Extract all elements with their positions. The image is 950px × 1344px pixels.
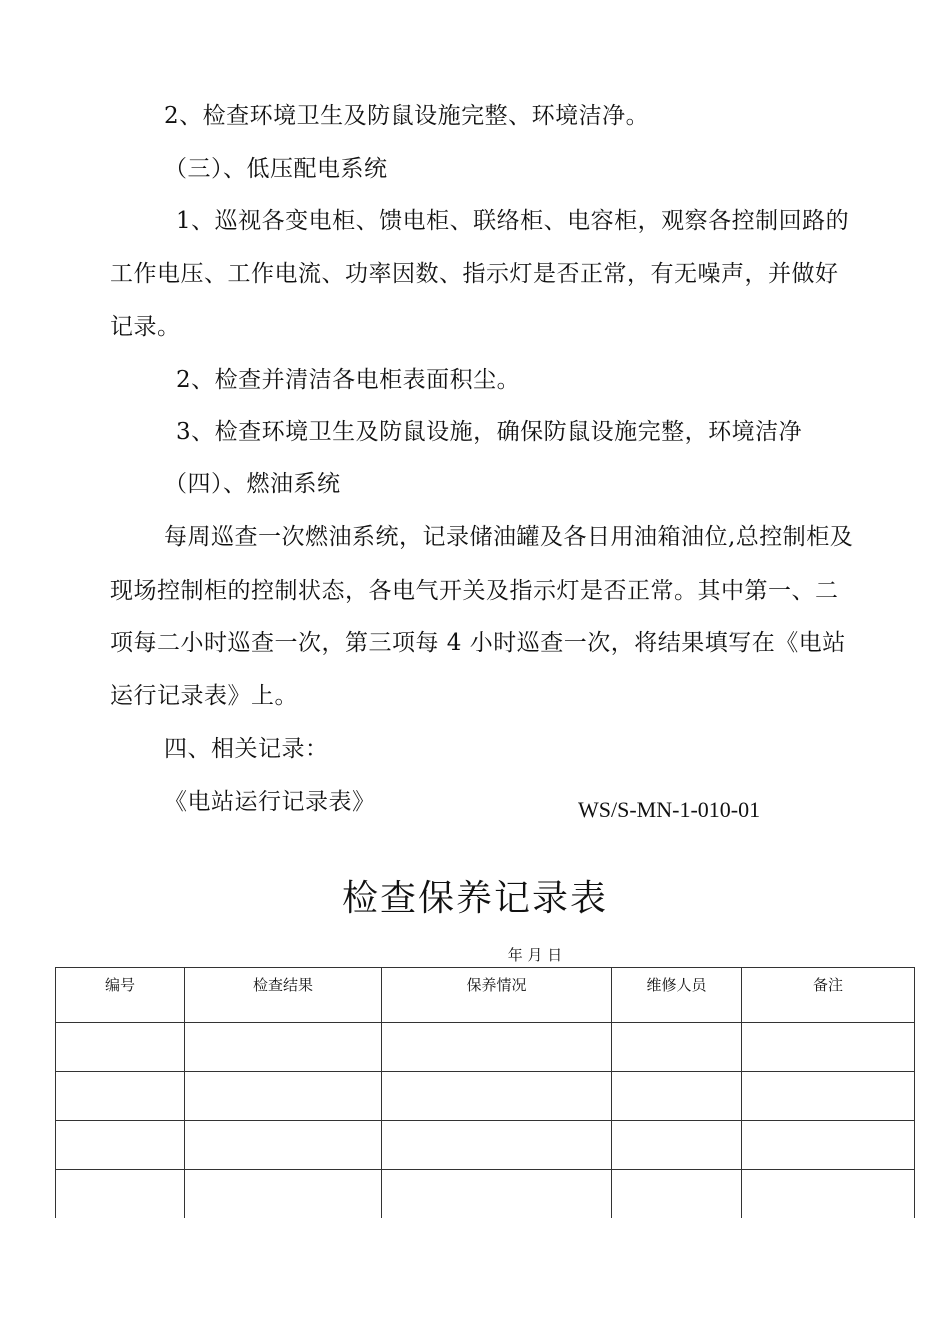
section-heading-related-records: 四、相关记录： — [164, 736, 329, 762]
paragraph-line-4: 工作电压、工作电流、功率因数、指示灯是否正常，有无噪声，并做好 — [110, 261, 839, 287]
record-table — [55, 967, 915, 1218]
table-cell[interactable] — [612, 1121, 742, 1170]
table-header-row — [56, 968, 915, 1023]
header-cell-number: 编号 — [56, 968, 185, 1023]
table-cell[interactable] — [382, 1023, 612, 1072]
paragraph-line-9: 每周巡查一次燃油系统，记录储油罐及各日用油箱油位,总控制柜及 — [164, 524, 854, 550]
table-cell[interactable] — [382, 1072, 612, 1121]
header-cell-remarks: 备注 — [742, 968, 915, 1023]
header-cell-repair-staff: 维修人员 — [612, 968, 742, 1023]
table-cell[interactable] — [612, 1023, 742, 1072]
table-cell[interactable] — [382, 1121, 612, 1170]
table-cell[interactable] — [742, 1023, 915, 1072]
paragraph-line-7: 3、检查环境卫生及防鼠设施，确保防鼠设施完整，环境洁净 — [176, 419, 803, 445]
header-cell-maintenance-status: 保养情况 — [382, 968, 612, 1023]
table-cell[interactable] — [742, 1170, 915, 1219]
table-cell[interactable] — [56, 1170, 185, 1219]
table-cell[interactable] — [382, 1170, 612, 1219]
form-title: 检查保养记录表 — [341, 878, 608, 919]
section-heading-low-voltage: （三）、低压配电系统 — [164, 156, 388, 182]
paragraph-line-3: 1、巡视各变电柜、馈电柜、联络柜、电容柜，观察各控制回路的 — [176, 208, 850, 234]
paragraph-line-10: 现场控制柜的控制状态，各电气开关及指示灯是否正常。其中第一、二 — [110, 578, 839, 604]
paragraph-line-12: 运行记录表》上。 — [110, 683, 298, 709]
table-row — [56, 1170, 915, 1219]
paragraph-line-1: 2、检查环境卫生及防鼠设施完整、环境洁净。 — [164, 103, 650, 129]
record-name: 《电站运行记录表》 — [164, 789, 376, 815]
table-row — [56, 1023, 915, 1072]
header-cell-inspection-result: 检查结果 — [185, 968, 382, 1023]
table-cell[interactable] — [742, 1121, 915, 1170]
form-date-line: 年 月 日 — [507, 946, 563, 964]
section-heading-fuel-system: （四）、燃油系统 — [164, 471, 341, 497]
paragraph-line-5: 记录。 — [110, 314, 181, 340]
paragraph-line-6: 2、检查并清洁各电柜表面积尘。 — [176, 367, 521, 393]
table-cell[interactable] — [56, 1072, 185, 1121]
table-cell[interactable] — [612, 1072, 742, 1121]
document-code: WS/S-MN-1-010-01 — [578, 797, 761, 822]
table-row — [56, 1121, 915, 1170]
table-cell[interactable] — [56, 1023, 185, 1072]
table-cell[interactable] — [612, 1170, 742, 1219]
table-row — [56, 1072, 915, 1121]
paragraph-line-11: 项每二小时巡查一次，第三项每 4 小时巡查一次，将结果填写在《电站 — [110, 630, 846, 656]
table-cell[interactable] — [742, 1072, 915, 1121]
table-cell[interactable] — [56, 1121, 185, 1170]
table-cell[interactable] — [185, 1072, 382, 1121]
table-cell[interactable] — [185, 1170, 382, 1219]
table-cell[interactable] — [185, 1023, 382, 1072]
table-cell[interactable] — [185, 1121, 382, 1170]
